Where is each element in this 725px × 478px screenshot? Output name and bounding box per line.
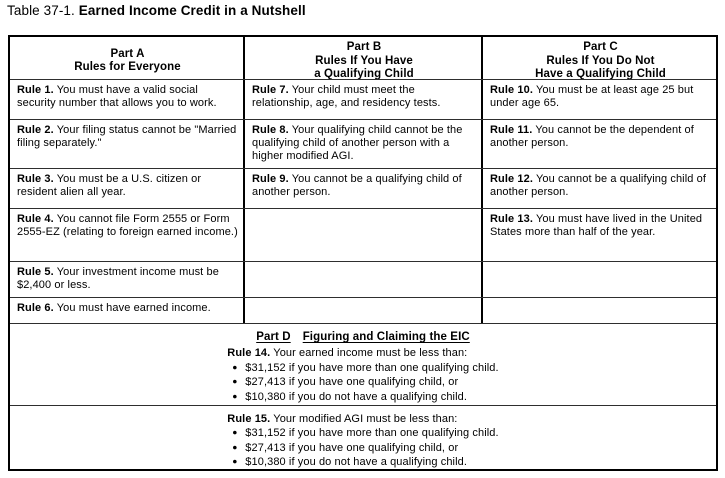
part-a-subtitle: Rules for Everyone	[74, 61, 181, 74]
bullet-icon: ●	[232, 390, 238, 401]
empty-cell	[243, 262, 481, 297]
rule-14-lead-text: Your earned income must be less than:	[273, 347, 468, 359]
rule-15-bullet-2: $27,413 if you have one qualifying child, or	[245, 441, 459, 454]
list-item	[227, 390, 498, 405]
rule-15-label: Rule 15.	[227, 412, 271, 425]
table-number: Table 37-1.	[7, 3, 75, 18]
rule-14-section	[227, 347, 498, 404]
part-d-label: Part D	[256, 331, 291, 343]
header-cell-part-c	[481, 37, 716, 84]
rule-7-text: Your child must meet the relationship, age, and residency tests.	[252, 84, 441, 109]
rule-13-text: You must have lived in the United States more than half of the year.	[490, 213, 703, 238]
cell-rule-2	[10, 120, 243, 168]
part-c-subtitle-line1: Rules If You Do Not	[546, 54, 655, 67]
empty-cell	[243, 209, 481, 261]
rule-7-label: Rule 7.	[252, 84, 289, 96]
table-row	[10, 208, 716, 261]
part-d-rule-14-row	[10, 323, 716, 405]
cell-rule-13	[481, 209, 716, 261]
rule-4-label: Rule 4.	[17, 213, 54, 225]
list-item	[227, 361, 498, 376]
eic-table	[8, 35, 718, 471]
cell-rule-4	[10, 209, 243, 261]
header-cell-part-b	[243, 37, 481, 84]
rule-6-text: You must have earned income.	[56, 302, 211, 314]
header-cell-part-a	[10, 37, 243, 84]
bullet-icon: ●	[232, 456, 238, 466]
rule-10-label: Rule 10.	[490, 84, 533, 96]
cell-rule-11	[481, 120, 716, 168]
rule-15-section	[227, 413, 498, 470]
bullet-icon: ●	[232, 376, 238, 386]
empty-cell	[243, 298, 481, 323]
rule-1-text: You must have a valid social security number that allows you to work.	[17, 84, 217, 109]
rule-11-text: You cannot be the dependent of another person.	[490, 124, 694, 149]
rule-14-bullet-3: $10,380 if you do not have a qualifying child.	[245, 390, 467, 403]
empty-cell	[481, 298, 716, 323]
rule-13-label: Rule 13.	[490, 213, 533, 225]
cell-rule-3	[10, 169, 243, 208]
rule-9-label: Rule 9.	[252, 173, 289, 185]
rule-3-text: You must be a U.S. citizen or resident alien all year.	[17, 173, 202, 198]
rule-12-label: Rule 12.	[490, 173, 533, 185]
part-d-rule-15-row	[10, 405, 716, 471]
rule-14-bullet-1: $31,152 if you have more than one qualifying child.	[245, 361, 499, 374]
cell-rule-12	[481, 169, 716, 208]
rule-9-text: You cannot be a qualifying child of another person.	[252, 173, 462, 198]
empty-cell	[481, 262, 716, 297]
bullet-icon: ●	[232, 441, 238, 452]
rule-5-label: Rule 5.	[17, 266, 54, 278]
bullet-icon: ●	[232, 427, 238, 437]
part-d-title: Figuring and Claiming the EIC	[302, 331, 470, 343]
rule-15-lead	[227, 413, 498, 427]
part-b-subtitle-line1: Rules If You Have	[315, 54, 413, 67]
rule-15-bullet-3: $10,380 if you do not have a qualifying child.	[245, 456, 467, 468]
table-row	[10, 297, 716, 323]
part-c-subtitle-line2: Have a Qualifying Child	[535, 68, 666, 80]
table-row	[10, 168, 716, 208]
table-row	[10, 79, 716, 119]
list-item	[227, 441, 498, 456]
rule-6-label: Rule 6.	[17, 302, 54, 314]
table-header-row	[10, 37, 716, 79]
table-title-text: Earned Income Credit in a Nutshell	[78, 3, 306, 18]
cell-rule-8	[243, 120, 481, 168]
rule-12-text: You cannot be a qualifying child of another person.	[490, 173, 707, 198]
cell-rule-6	[10, 298, 243, 323]
rule-14-bullet-2: $27,413 if you have one qualifying child, or	[245, 376, 459, 388]
part-a-label: Part A	[110, 47, 145, 60]
cell-rule-10	[481, 80, 716, 119]
cell-rule-7	[243, 80, 481, 119]
list-item	[227, 426, 498, 441]
table-title	[7, 3, 306, 18]
list-item	[227, 375, 498, 390]
part-d-heading	[10, 331, 716, 343]
rule-1-label: Rule 1.	[17, 84, 54, 96]
cell-rule-9	[243, 169, 481, 208]
rule-2-text: Your filing status cannot be "Married filing separately."	[17, 124, 237, 149]
part-b-label: Part B	[346, 41, 382, 53]
part-c-label: Part C	[583, 41, 618, 53]
bullet-icon: ●	[232, 361, 238, 372]
rule-15-bullet-1: $31,152 if you have more than one qualifying child.	[245, 427, 499, 439]
part-b-subtitle-line2: a Qualifying Child	[314, 68, 414, 80]
rule-3-label: Rule 3.	[17, 173, 54, 185]
rule-10-text: You must be at least age 25 but under age 65.	[490, 84, 694, 109]
rule-15-lead-text: Your modified AGI must be less than:	[273, 412, 458, 425]
rule-8-label: Rule 8.	[252, 124, 289, 136]
list-item	[227, 455, 498, 470]
rule-2-label: Rule 2.	[17, 124, 54, 136]
rule-4-text: You cannot file Form 2555 or Form 2555-EZ (relating to foreign earned income.)	[17, 213, 238, 238]
cell-rule-5	[10, 262, 243, 297]
rule-14-label: Rule 14.	[227, 347, 271, 359]
table-row	[10, 261, 716, 297]
rule-14-lead	[227, 347, 498, 361]
cell-rule-1	[10, 80, 243, 119]
rule-11-label: Rule 11.	[490, 124, 533, 136]
rule-5-text: Your investment income must be $2,400 or less.	[17, 266, 219, 291]
table-row	[10, 119, 716, 168]
rule-8-text: Your qualifying child cannot be the qualifying child of another person with a higher modified AGI.	[252, 124, 463, 162]
